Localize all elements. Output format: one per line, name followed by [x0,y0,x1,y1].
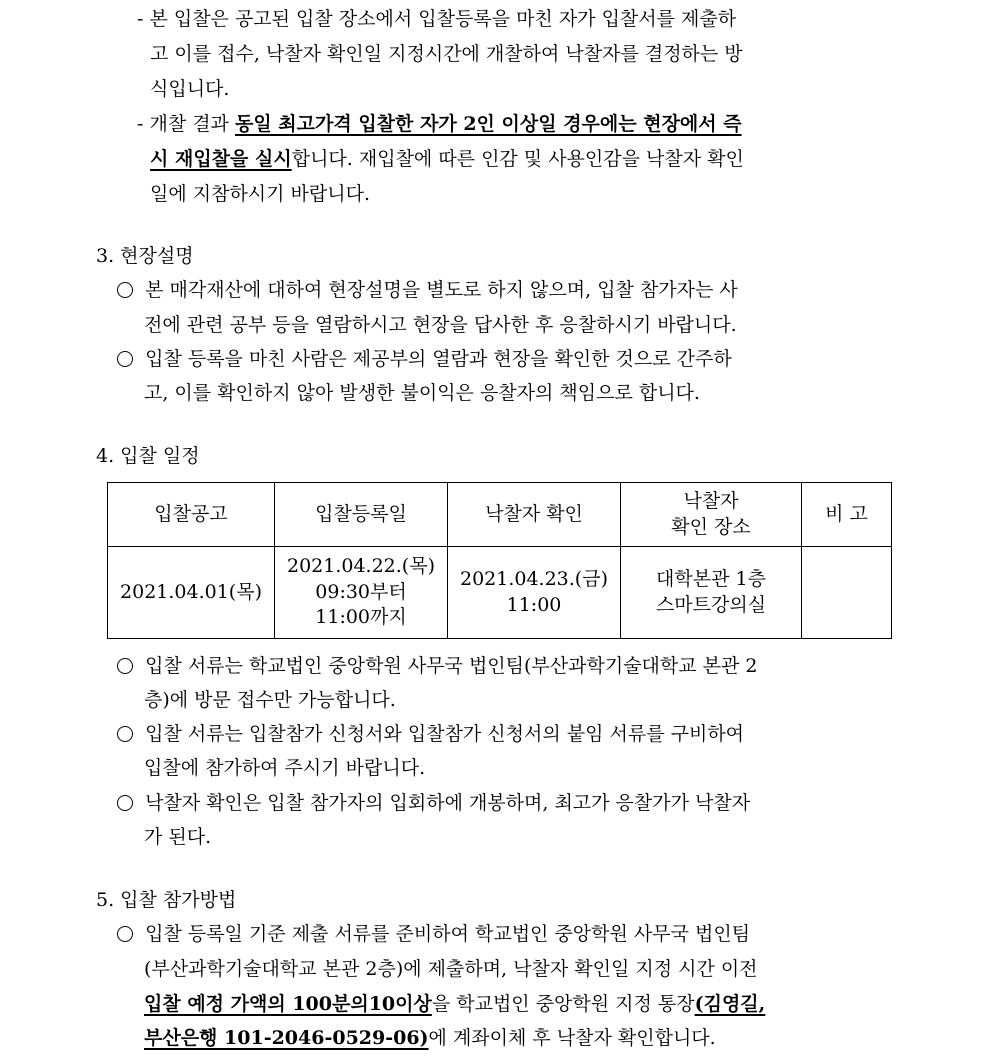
place-line2: 스마트강의실 [655,593,767,616]
header-notice: 입찰공고 [108,483,275,547]
section5-heading: 5. 입찰 참가방법 [96,889,237,911]
circle-bullet-icon [117,726,133,742]
section4-item1-line2: 층)에 방문 접수만 가능합니다. [144,689,396,711]
circle-bullet-icon [117,282,133,298]
intro-bullet1-line2: 고 이를 접수, 낙찰자 확인일 지정시간에 개찰하여 낙찰자를 결정하는 방 [150,43,743,65]
confirm-date: 2021.04.23.(금) [459,567,608,590]
section3-item1-line1: 본 매각재산에 대하여 현장설명을 별도로 하지 않으며, 입찰 참가자는 사 [117,281,738,300]
emphasis-deposit-amount: 입찰 예정 가액의 100분의10이상 [144,993,432,1015]
cell-registration [275,547,448,639]
section4-heading: 4. 입찰 일정 [96,445,200,467]
reg-date: 2021.04.22.(목) [286,555,435,578]
circle-bullet-icon [117,795,133,811]
reg-to: 11:00까지 [315,606,407,629]
cell-confirm [448,547,621,639]
intro-bullet2-line1: - 개찰 결과 동일 최고가격 입찰한 자가 2인 이상일 경우에는 현장에서 즉 [137,113,742,135]
header-place [621,483,802,547]
circle-bullet-icon [117,351,133,367]
section3-item2-line1: 입찰 등록을 마친 사람은 제공부의 열람과 현장을 확인한 것으로 간주하 [117,350,732,369]
section3-item2-line2: 고, 이를 확인하지 않아 발생한 불이익은 응찰자의 책임으로 합니다. [144,382,700,404]
confirm-time: 11:00 [506,593,562,616]
intro-bullet1-line1: - 본 입찰은 공고된 입찰 장소에서 입찰등록을 마친 자가 입찰서를 제출하 [137,8,737,30]
header-place-line2: 확인 장소 [671,515,751,538]
emphasis-account-number: 부산은행 101-2046-0529-06) [144,1027,429,1049]
section3-item1-line2: 전에 관련 공부 등을 열람하시고 현장을 답사한 후 응찰하시기 바랍니다. [144,314,737,336]
intro-bullet2-line2: 시 재입찰을 실시합니다. 재입찰에 따른 인감 및 사용인감을 낙찰자 확인 [150,148,744,170]
header-confirm: 낙찰자 확인 [448,483,621,547]
place-line1: 대학본관 1층 [656,567,766,590]
emphasis-rebid: 동일 최고가격 입찰한 자가 2인 이상일 경우에는 현장에서 즉 [234,113,742,135]
section4-item3-line1: 낙찰자 확인은 입찰 참가자의 입회하에 개봉하며, 최고가 응찰가가 낙찰자 [117,794,750,813]
section5-item1-line1: 입찰 등록일 기준 제출 서류를 준비하여 학교법인 중앙학원 사무국 법인팀 [117,925,750,944]
section4-item1-line1: 입찰 서류는 학교법인 중앙학원 사무국 법인팀(부산과학기술대학교 본관 2 [117,657,758,676]
section3-heading: 3. 현장설명 [96,245,194,267]
cell-place [621,547,802,639]
intro-bullet1-line3: 식입니다. [150,78,230,100]
schedule-table [107,482,892,639]
section5-item1-line4: 부산은행 101-2046-0529-06)에 계좌이체 후 낙찰자 확인합니다. [144,1027,716,1049]
cell-note [802,547,892,639]
table-row [108,547,892,639]
reg-from: 09:30부터 [315,580,407,603]
section4-item3-line2: 가 된다. [144,826,212,848]
circle-bullet-icon [117,926,133,942]
cell-notice: 2021.04.01(목) [108,547,275,639]
table-header-row [108,483,892,547]
section5-item1-line3: 입찰 예정 가액의 100분의10이상을 학교법인 중앙학원 지정 통장(김영길, [144,993,766,1015]
circle-bullet-icon [117,658,133,674]
section5-item1-line2: (부산과학기술대학교 본관 2층)에 제출하며, 낙찰자 확인일 지정 시간 이전 [144,958,758,980]
header-note: 비 고 [802,483,892,547]
header-place-line1: 낙찰자 [683,489,739,512]
emphasis-rebid-2: 시 재입찰을 실시 [150,148,292,170]
intro-bullet2-line3: 일에 지참하시기 바랍니다. [150,183,371,205]
header-registration: 입찰등록일 [275,483,448,547]
section4-item2-line1: 입찰 서류는 입찰참가 신청서와 입찰참가 신청서의 붙임 서류를 구비하여 [117,725,744,744]
emphasis-account-holder: (김영길, [694,993,766,1015]
section4-item2-line2: 입찰에 참가하여 주시기 바랍니다. [144,757,426,779]
